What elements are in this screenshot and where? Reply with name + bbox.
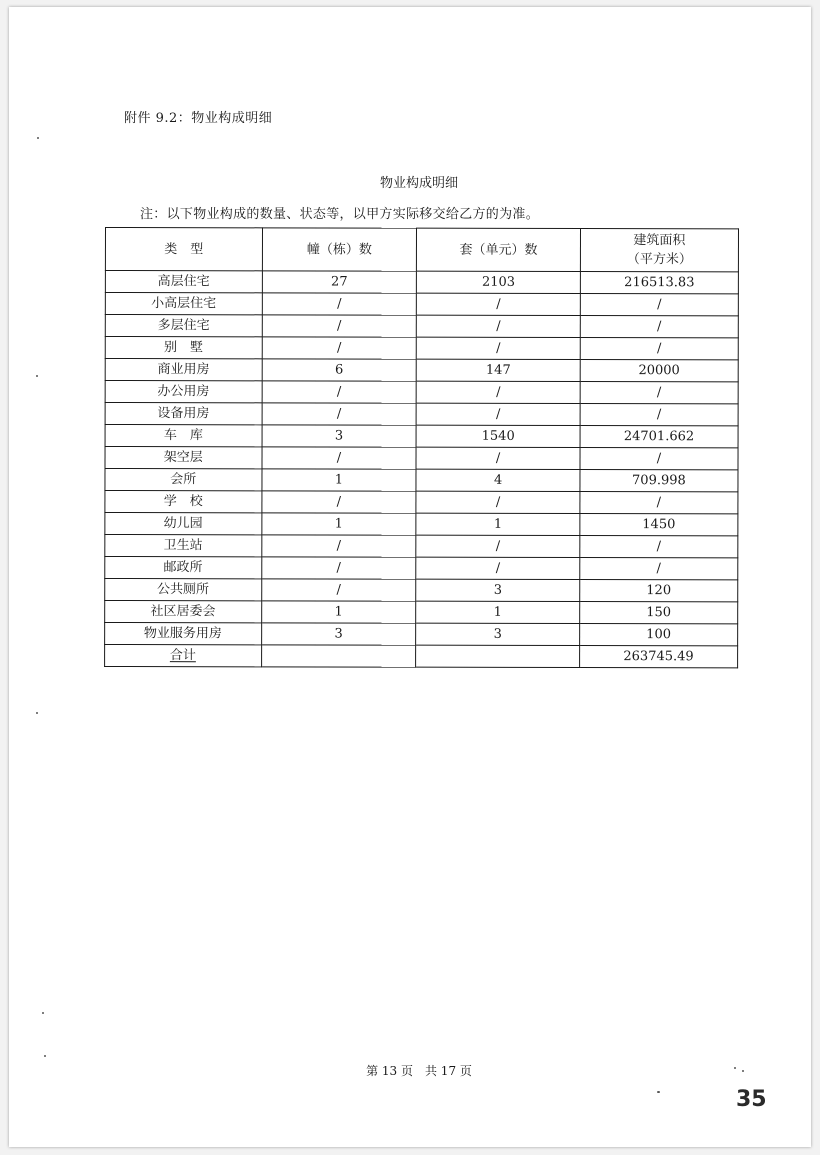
- table-total-row: [105, 645, 738, 668]
- cell-buildings: /: [262, 447, 417, 469]
- scan-speck: [37, 137, 39, 139]
- cell-area: /: [580, 293, 738, 315]
- cell-units: /: [416, 535, 580, 557]
- page-footer: 第 13 页 共 17 页: [366, 1064, 472, 1078]
- cell-type: 办公用房: [105, 381, 262, 403]
- cell-type: 物业服务用房: [105, 623, 262, 645]
- property-composition-table: [104, 227, 739, 668]
- table-row: [105, 601, 738, 624]
- cell-units: 3: [416, 623, 580, 645]
- header-area: [580, 228, 738, 271]
- header-area-line1: 建筑面积: [633, 233, 686, 249]
- cell-units: 3: [416, 579, 580, 601]
- cell-units: /: [416, 447, 580, 469]
- total-label-cell: [105, 645, 262, 667]
- cell-buildings: 3: [262, 425, 417, 447]
- cell-units: 4: [416, 469, 580, 491]
- scan-speck: [657, 1091, 660, 1093]
- cell-area: 20000: [580, 359, 738, 381]
- cell-units: /: [416, 403, 580, 425]
- table-row: [105, 293, 738, 316]
- cell-type: 卫生站: [105, 535, 262, 557]
- scan-speck: [36, 375, 38, 377]
- table-row: [105, 403, 738, 426]
- table-row: [105, 337, 738, 360]
- table-row: [105, 623, 738, 646]
- cell-area: 100: [580, 623, 738, 645]
- total-units: [416, 645, 580, 667]
- cell-buildings: /: [262, 337, 417, 359]
- header-type: 类 型: [105, 228, 262, 271]
- cell-type: 邮政所: [105, 557, 262, 579]
- cell-area: /: [580, 315, 738, 337]
- cell-buildings: /: [261, 579, 416, 601]
- cell-type: 小高层住宅: [105, 293, 262, 315]
- table-row: [105, 359, 738, 382]
- cell-units: 1: [416, 601, 580, 623]
- cell-area: /: [580, 337, 738, 359]
- attachment-label: 附件 9.2：物业构成明细: [124, 111, 273, 126]
- table-row: [105, 469, 738, 492]
- table-row: [105, 315, 738, 338]
- cell-units: /: [416, 381, 580, 403]
- cell-area: 1450: [580, 513, 738, 535]
- scan-speck: [42, 1012, 44, 1014]
- table-row: [105, 557, 738, 580]
- cell-buildings: 6: [262, 359, 417, 381]
- cell-area: /: [580, 403, 738, 425]
- cell-units: /: [416, 557, 580, 579]
- table-row: [105, 491, 738, 514]
- cell-units: /: [416, 491, 580, 513]
- cell-area: 216513.83: [580, 271, 738, 293]
- cell-buildings: /: [262, 403, 417, 425]
- cell-type: 多层住宅: [105, 315, 262, 337]
- cell-type: 高层住宅: [105, 271, 262, 293]
- cell-units: /: [417, 337, 581, 359]
- cell-buildings: /: [261, 535, 416, 557]
- header-units: 套（单元）数: [417, 228, 581, 271]
- table-row: [105, 381, 738, 404]
- cell-type: 别 墅: [105, 337, 262, 359]
- cell-buildings: 1: [261, 513, 416, 535]
- scan-speck: [734, 1067, 736, 1069]
- total-buildings: [261, 645, 416, 667]
- cell-units: 1: [416, 513, 580, 535]
- cell-units: /: [417, 293, 581, 315]
- cell-type: 车 库: [105, 425, 262, 447]
- cell-type: 公共厕所: [105, 579, 262, 601]
- table-body: [105, 271, 739, 646]
- table-row: [105, 425, 738, 448]
- document-page: [9, 7, 811, 1147]
- cell-units: 2103: [417, 271, 581, 293]
- cell-buildings: 27: [262, 271, 417, 293]
- cell-area: /: [580, 447, 738, 469]
- cell-buildings: /: [262, 293, 417, 315]
- table-header-row: [105, 228, 738, 272]
- cell-buildings: /: [261, 557, 416, 579]
- cell-buildings: 3: [261, 623, 416, 645]
- header-area-line2: （平方米）: [626, 252, 692, 268]
- scan-speck: [44, 1055, 46, 1057]
- cell-buildings: /: [261, 491, 416, 513]
- cell-area: /: [580, 491, 738, 513]
- cell-buildings: 1: [262, 469, 417, 491]
- cell-type: 商业用房: [105, 359, 262, 381]
- cell-units: 147: [417, 359, 581, 381]
- total-area: 263745.49: [580, 645, 738, 667]
- cell-area: /: [580, 557, 738, 579]
- scan-speck: [36, 712, 38, 714]
- cell-area: 120: [580, 579, 738, 601]
- cell-area: /: [580, 535, 738, 557]
- table-row: [105, 535, 738, 558]
- cell-buildings: /: [262, 381, 417, 403]
- cell-type: 社区居委会: [105, 601, 262, 623]
- cell-area: /: [580, 381, 738, 403]
- cell-buildings: 1: [261, 601, 416, 623]
- note-text: 注：以下物业构成的数量、状态等，以甲方实际移交给乙方的为准。: [140, 207, 540, 222]
- cell-type: 会所: [105, 469, 262, 491]
- document-title: 物业构成明细: [379, 176, 458, 191]
- cell-area: 150: [580, 601, 738, 623]
- cell-type: 学 校: [105, 491, 262, 513]
- stamp-number: 35: [736, 1087, 767, 1112]
- table-row: [105, 447, 738, 470]
- table-row: [105, 271, 738, 294]
- cell-area: 24701.662: [580, 425, 738, 447]
- total-label: 合计: [169, 647, 196, 663]
- cell-type: 设备用房: [105, 403, 262, 425]
- cell-buildings: /: [262, 315, 417, 337]
- cell-type: 架空层: [105, 447, 262, 469]
- cell-units: /: [417, 315, 581, 337]
- table-row: [105, 513, 738, 536]
- cell-area: 709.998: [580, 469, 738, 491]
- header-buildings: 幢（栋）数: [262, 228, 417, 271]
- cell-units: 1540: [416, 425, 580, 447]
- cell-type: 幼儿园: [105, 513, 262, 535]
- scan-speck: [742, 1070, 744, 1072]
- table-row: [105, 579, 738, 602]
